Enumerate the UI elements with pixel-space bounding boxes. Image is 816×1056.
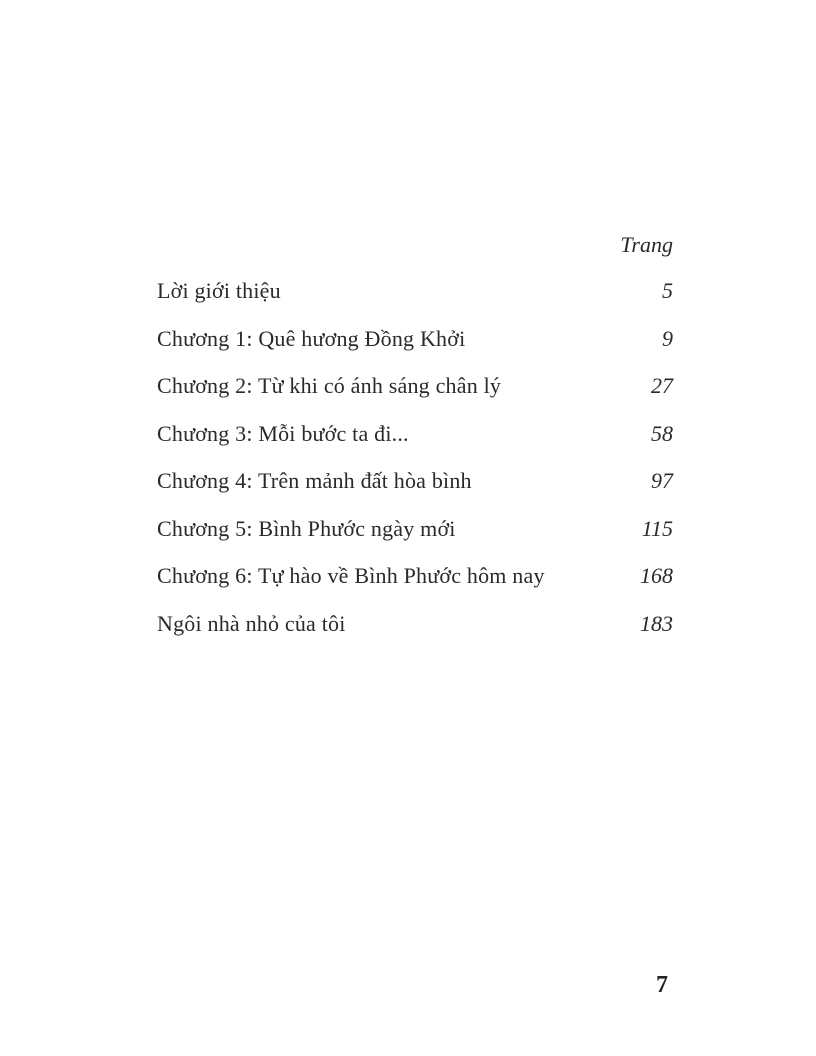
- table-of-contents: [157, 228, 673, 654]
- toc-entry-title: Chương 5: Bình Phước ngày mới: [157, 515, 456, 541]
- toc-entry-title: Chương 1: Quê hương Đồng Khởi: [157, 325, 466, 351]
- toc-entry: [157, 559, 673, 607]
- toc-entry: [157, 369, 673, 417]
- toc-entry: [157, 322, 673, 370]
- toc-entry-page: 97: [651, 468, 673, 493]
- page-number: 7: [656, 972, 668, 998]
- toc-entry: [157, 607, 673, 655]
- toc-entry-page: 168: [640, 563, 673, 588]
- toc-entry-page: 183: [640, 610, 673, 636]
- toc-entry: [157, 464, 673, 512]
- toc-entry: [157, 512, 673, 560]
- toc-entry: [157, 417, 673, 465]
- toc-entry-title: Chương 4: Trên mảnh đất hòa bình: [157, 468, 472, 493]
- toc-entry-page: 9: [662, 325, 673, 351]
- toc-entry-title: Chương 2: Từ khi có ánh sáng chân lý: [157, 373, 502, 398]
- toc-entry-page: 58: [651, 420, 673, 446]
- page-column-header: Trang: [620, 232, 673, 257]
- toc-entry: [157, 274, 673, 322]
- toc-entry-page: 115: [641, 515, 673, 541]
- toc-entry-title: Chương 3: Mỗi bước ta đi...: [157, 420, 409, 446]
- toc-entry-title: Chương 6: Tự hào về Bình Phước hôm nay: [157, 563, 545, 588]
- toc-entry-title: Ngôi nhà nhỏ của tôi: [157, 610, 346, 636]
- toc-entry-page: 27: [651, 373, 673, 398]
- toc-entry-page: 5: [662, 278, 673, 303]
- toc-entry-title: Lời giới thiệu: [157, 278, 281, 303]
